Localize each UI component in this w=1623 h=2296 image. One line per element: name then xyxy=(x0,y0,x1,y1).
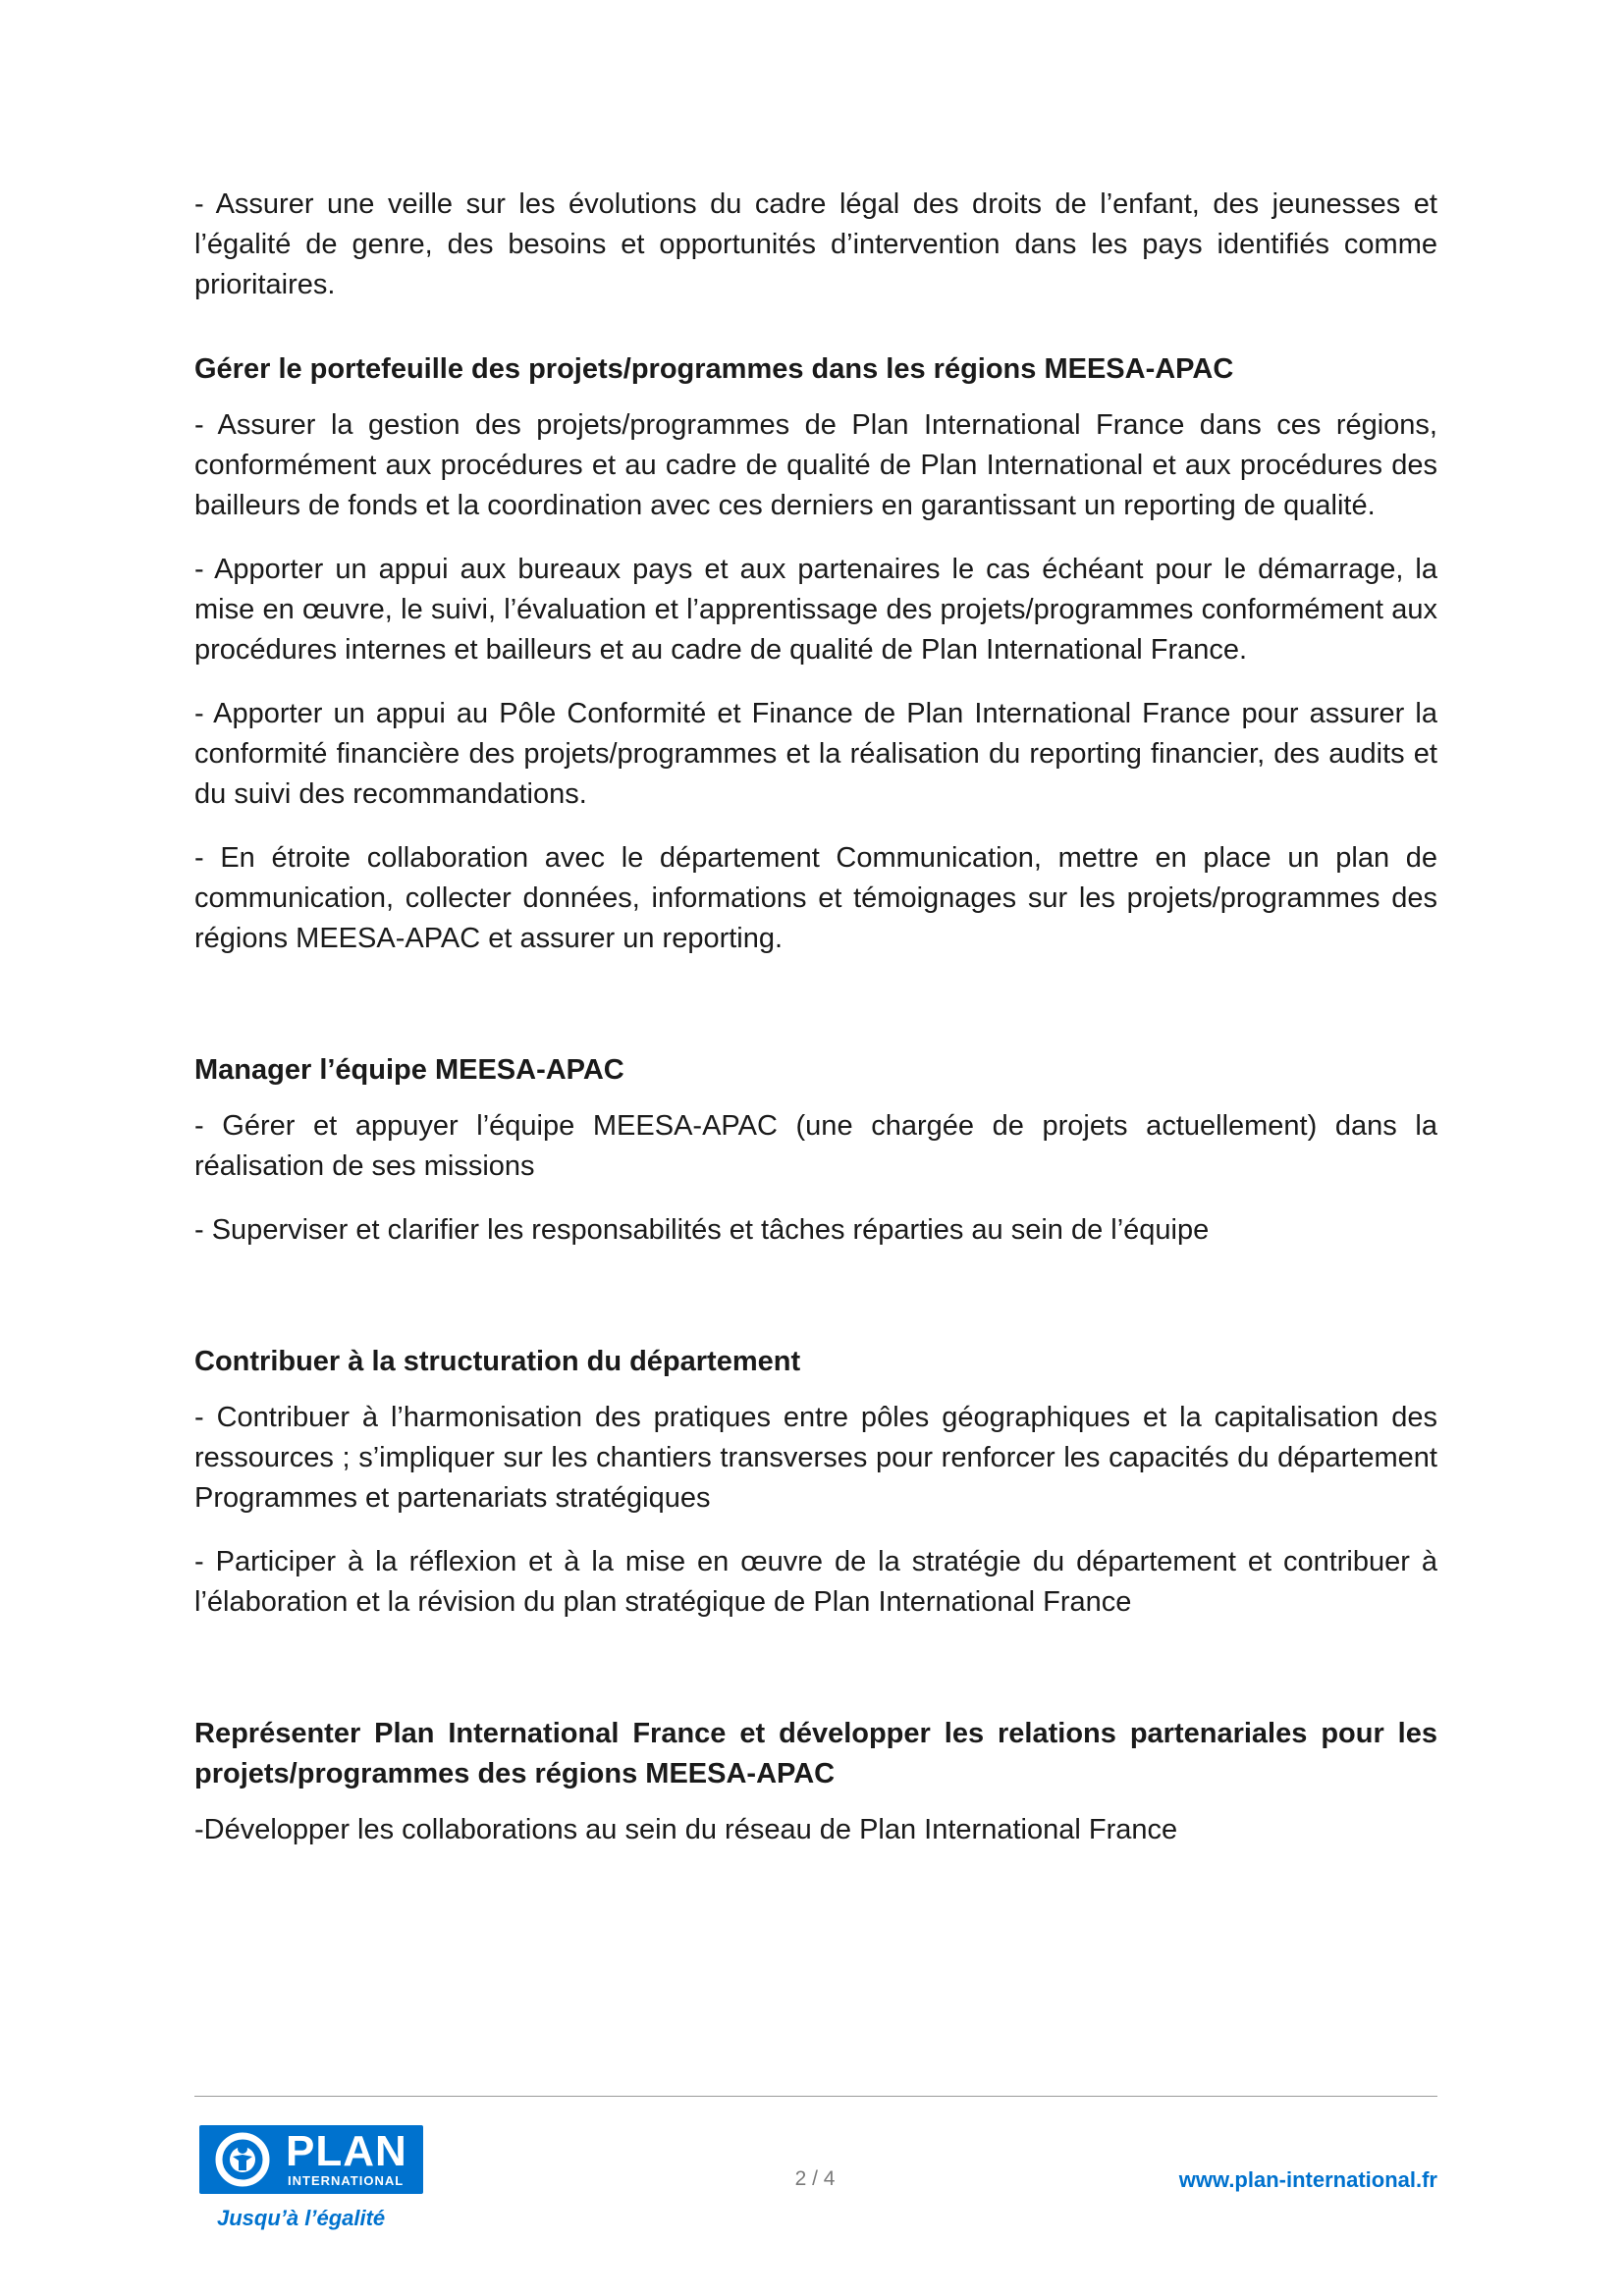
website-link[interactable]: www.plan-international.fr xyxy=(1178,2167,1437,2192)
bullet-paragraph: - Participer à la réflexion et à la mise en œuvre de la stratégie du département et contribuer à l’élaboration et la révision du plan stratégique de Plan International France xyxy=(194,1546,1437,1618)
section-heading-structuration: Contribuer à la structuration du département xyxy=(194,1346,801,1377)
plan-child-globe-icon xyxy=(203,2125,282,2194)
section-heading-representation: Représenter Plan International France et développer les relations partenariales pour les projets/programmes des régions MEESA-APAC xyxy=(194,1718,1437,1789)
logo-subtext: INTERNATIONAL xyxy=(288,2173,405,2188)
bullet-paragraph: - Gérer et appuyer l’équipe MEESA-APAC (une chargée de projets actuellement) dans la réalisation de ses missions xyxy=(194,1110,1437,1182)
section-heading-team: Manager l’équipe MEESA-APAC xyxy=(194,1054,624,1086)
bullet-paragraph: - Contribuer à l’harmonisation des pratiques entre pôles géographiques et la capitalisation des ressources ; s’impliquer sur les chantiers transverses pour renforcer les capacités du département Programmes et partenariats stratégiques xyxy=(194,1402,1437,1514)
bullet-paragraph: - En étroite collaboration avec le département Communication, mettre en place un plan de communication, collecter données, informations et témoignages sur les projets/programmes des régions MEESA-APAC et assurer un reporting. xyxy=(194,842,1437,954)
section-heading-portfolio: Gérer le portefeuille des projets/programmes dans les régions MEESA-APAC xyxy=(194,353,1234,385)
bullet-paragraph: - Apporter un appui aux bureaux pays et aux partenaires le cas échéant pour le démarrage, la mise en œuvre, le suivi, l’évaluation et l’apprentissage des projets/programmes conformément aux procédures internes et bailleurs et au cadre de qualité de Plan International France. xyxy=(194,554,1437,666)
bullet-paragraph: - Assurer la gestion des projets/programmes de Plan International France dans ces régions, conformément aux procédures et au cadre de qualité de Plan International et aux procédures des bailleurs de fonds et la coordination avec ces derniers en garantissant un reporting de qualité. xyxy=(194,409,1437,521)
bullet-paragraph: - Superviser et clarifier les responsabilités et tâches réparties au sein de l’équipe xyxy=(194,1214,1210,1246)
bullet-paragraph: -Développer les collaborations au sein du réseau de Plan International France xyxy=(194,1814,1178,1845)
logo-tagline: Jusqu’à l’égalité xyxy=(217,2206,386,2230)
intro-bullet: - Assurer une veille sur les évolutions du cadre légal des droits de l’enfant, des jeunesses et l’égalité de genre, des besoins et opportunités d’intervention dans les pays identifiés comme prioritaires. xyxy=(194,188,1437,300)
logo-badge xyxy=(199,2125,423,2194)
footer-divider xyxy=(194,2096,1437,2097)
page-number: 2 / 4 xyxy=(794,2167,836,2190)
logo-wordmark: PLAN xyxy=(286,2127,407,2175)
plan-international-logo xyxy=(199,2125,423,2233)
bullet-paragraph: - Apporter un appui au Pôle Conformité et Finance de Plan International France pour assurer la conformité financière des projets/programmes et la réalisation du reporting financier, des audits et du suivi des recommandations. xyxy=(194,698,1437,810)
document-body xyxy=(194,185,1437,1850)
